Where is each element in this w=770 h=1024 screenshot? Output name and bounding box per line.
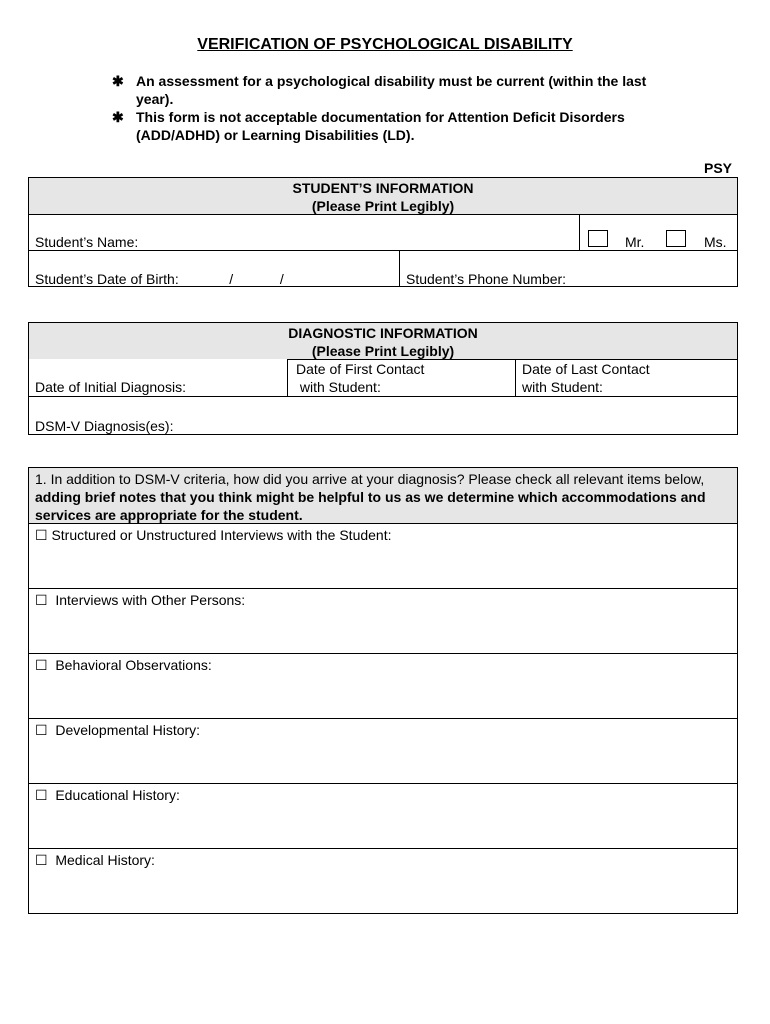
instruction-text: An assessment for a psychological disability must be current (within the last year). <box>136 73 647 107</box>
first-contact-label: Date of First Contact <box>296 361 425 377</box>
student-info-header <box>29 178 737 214</box>
diagnostic-info-section <box>28 322 738 435</box>
method-text: Educational History: <box>51 787 180 803</box>
method-label <box>35 591 245 609</box>
form-title: VERIFICATION OF PSYCHOLOGICAL DISABILITY <box>197 36 573 53</box>
method-label <box>35 656 212 674</box>
divider <box>515 359 516 396</box>
ms-label: Ms. <box>704 234 727 250</box>
method-label <box>35 851 155 869</box>
checkbox-icon[interactable]: ☐ <box>35 852 48 868</box>
method-row[interactable] <box>29 848 737 914</box>
asterisk-bullet-icon: ✱ <box>112 109 124 125</box>
student-name-label: Student’s Name: <box>35 234 139 250</box>
method-row[interactable] <box>29 588 737 654</box>
checkbox-icon[interactable]: ☐ <box>35 592 48 608</box>
section-title: STUDENT’S INFORMATION <box>292 180 474 196</box>
instructions <box>112 72 672 144</box>
form-code: PSY <box>703 160 732 176</box>
method-row[interactable] <box>29 783 737 849</box>
divider <box>399 250 400 287</box>
last-contact-label: with Student: <box>522 379 603 395</box>
method-text: Developmental History: <box>51 722 201 738</box>
phone-field[interactable]: Student’s Phone Number: <box>406 271 567 287</box>
divider <box>287 359 288 396</box>
method-text: Interviews with Other Persons: <box>51 592 246 608</box>
instruction-text: This form is not acceptable documentation for Attention Deficit Disorders (ADD/ADHD) or Learning Disabilities (LD). <box>136 109 625 143</box>
mr-checkbox[interactable] <box>588 230 608 247</box>
method-row[interactable] <box>29 523 737 589</box>
diagnostic-info-header <box>29 323 737 359</box>
method-label <box>35 526 392 544</box>
checkbox-icon[interactable]: ☐ <box>35 787 48 803</box>
method-label <box>35 786 180 804</box>
checkbox-icon[interactable]: ☐ <box>35 722 48 738</box>
method-text: Behavioral Observations: <box>51 657 212 673</box>
method-label <box>35 721 200 739</box>
asterisk-bullet-icon: ✱ <box>112 73 124 89</box>
ms-checkbox[interactable] <box>666 230 686 247</box>
student-info-section <box>28 177 738 287</box>
divider <box>29 214 737 215</box>
section-subtitle: (Please Print Legibly) <box>311 343 455 359</box>
checkbox-icon[interactable]: ☐ <box>35 657 48 673</box>
first-contact-field[interactable] <box>296 360 424 396</box>
checkbox-icon[interactable]: ☐ <box>35 527 48 543</box>
instruction-item <box>112 72 672 108</box>
method-row[interactable] <box>29 718 737 784</box>
instruction-item <box>112 108 672 144</box>
question-text: 1. In addition to DSM-V criteria, how did you arrive at your diagnosis? Please check all relevant items below, <box>35 471 705 487</box>
divider <box>29 396 737 397</box>
method-text: Structured or Unstructured Interviews with the Student: <box>51 527 392 543</box>
dob-field[interactable]: Student’s Date of Birth: _____ / _____ / _____ <box>35 271 327 287</box>
question-prompt <box>29 468 737 523</box>
mr-label: Mr. <box>625 234 645 250</box>
question-text-bold: adding brief notes that you think might be helpful to us as we determine which accommodations and services are appropriate for the student. <box>35 489 706 523</box>
divider <box>29 250 737 251</box>
dsm-diagnosis-field[interactable]: DSM-V Diagnosis(es): <box>35 418 174 434</box>
method-row[interactable] <box>29 653 737 719</box>
last-contact-field[interactable] <box>522 360 650 396</box>
method-text: Medical History: <box>51 852 155 868</box>
initial-diagnosis-field[interactable]: Date of Initial Diagnosis: <box>35 379 186 395</box>
diagnosis-method-section <box>28 467 738 914</box>
first-contact-label: with Student: <box>296 379 381 395</box>
section-subtitle: (Please Print Legibly) <box>311 198 455 214</box>
divider <box>579 214 580 250</box>
section-title: DIAGNOSTIC INFORMATION <box>288 325 478 341</box>
last-contact-label: Date of Last Contact <box>522 361 650 377</box>
